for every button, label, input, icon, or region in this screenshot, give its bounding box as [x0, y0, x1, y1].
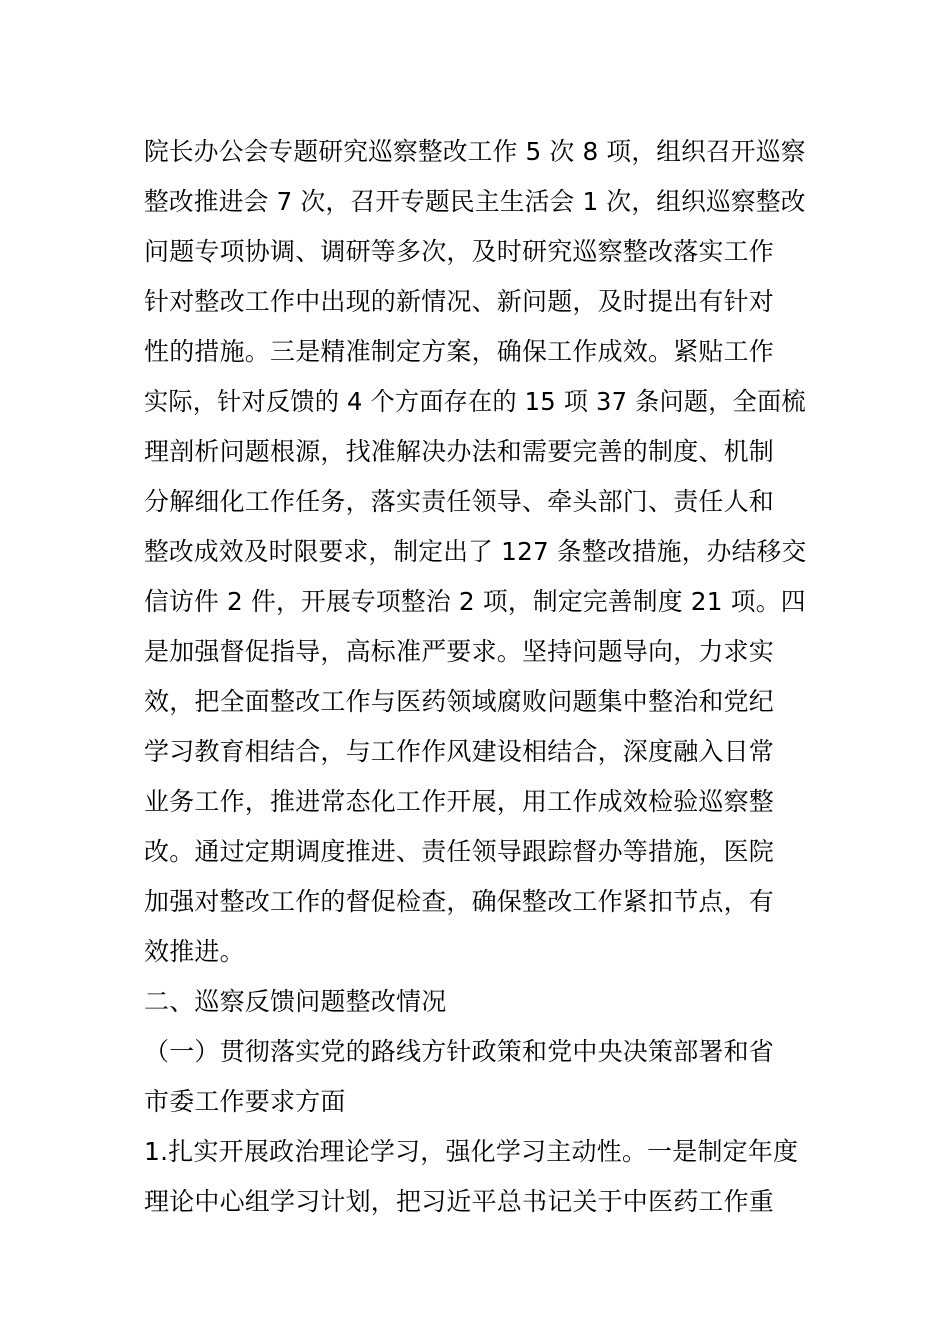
body-text-line: 改。通过定期调度推进、责任领导跟踪督办等措施，医院 — [144, 837, 775, 866]
body-text-line: 效推进。 — [144, 937, 245, 966]
body-text-line: 业务工作，推进常态化工作开展，用工作成效检验巡察整 — [144, 787, 775, 816]
body-text-line: 分解细化工作任务，落实责任领导、牵头部门、责任人和 — [144, 487, 775, 516]
body-text-line: 问题专项协调、调研等多次，及时研究巡察整改落实工作 — [144, 237, 775, 266]
subsection-heading: 市委工作要求方面 — [144, 1087, 346, 1116]
body-text-line: 理剖析问题根源，找准解决办法和需要完善的制度、机制 — [144, 437, 775, 466]
body-text-line: 整改推进会 7 次，召开专题民主生活会 1 次，组织巡察整改 — [144, 187, 806, 216]
subsection-heading: （一）贯彻落实党的路线方针政策和党中央决策部署和省 — [144, 1037, 775, 1066]
section-heading: 二、巡察反馈问题整改情况 — [144, 987, 447, 1016]
body-text-line: 是加强督促指导，高标准严要求。坚持问题导向，力求实 — [144, 637, 775, 666]
body-text-line: 信访件 2 件，开展专项整治 2 项，制定完善制度 21 项。四 — [144, 587, 806, 616]
body-text-line: 针对整改工作中出现的新情况、新问题，及时提出有针对 — [144, 287, 775, 316]
body-text-line: 1.扎实开展政治理论学习，强化学习主动性。一是制定年度 — [144, 1137, 799, 1166]
body-text-line: 院长办公会专题研究巡察整改工作 5 次 8 项，组织召开巡察 — [144, 137, 806, 166]
body-text-line: 实际，针对反馈的 4 个方面存在的 15 项 37 条问题，全面梳 — [144, 387, 806, 416]
body-text-line: 理论中心组学习计划，把习近平总书记关于中医药工作重 — [144, 1187, 775, 1216]
body-text-line: 性的措施。三是精准制定方案，确保工作成效。紧贴工作 — [144, 337, 775, 366]
body-text-line: 学习教育相结合，与工作作风建设相结合，深度融入日常 — [144, 737, 775, 766]
body-text-line: 加强对整改工作的督促检查，确保整改工作紧扣节点，有 — [144, 887, 775, 916]
body-text-line: 整改成效及时限要求，制定出了 127 条整改措施，办结移交 — [144, 537, 807, 566]
body-text-line: 效，把全面整改工作与医药领域腐败问题集中整治和党纪 — [144, 687, 775, 716]
